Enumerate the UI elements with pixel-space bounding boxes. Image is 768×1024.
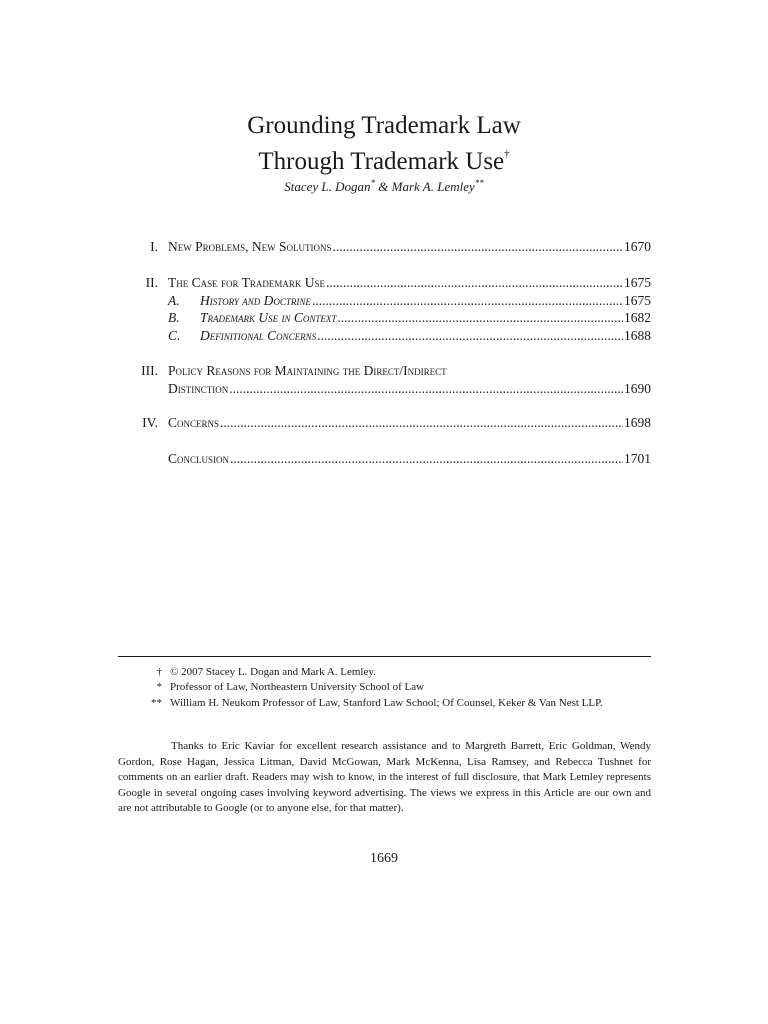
toc-entry-2: [118, 274, 651, 292]
toc-leader: [333, 238, 623, 256]
toc-label: Trademark Use in Context: [200, 310, 337, 325]
toc-number: II.: [145, 275, 158, 290]
author-1-mark: *: [370, 178, 375, 188]
toc-leader: [317, 327, 623, 345]
toc-label: New Problems, New Solutions: [168, 239, 332, 254]
footnote-text: © 2007 Stacey L. Dogan and Mark A. Lemley.: [170, 666, 376, 678]
title-line-1: Grounding Trademark Law: [247, 112, 521, 139]
article-title: [0, 111, 768, 176]
toc-leader: [229, 380, 623, 398]
toc-page: 1675: [624, 293, 651, 308]
footnote-divider: [118, 656, 651, 657]
toc-entry-4: [118, 414, 651, 432]
footnote-text: William H. Neukom Professor of Law, Stanford Law School; Of Counsel, Keker & Van Nest LLP.: [170, 697, 603, 709]
title-line-2: Through Trademark Use: [258, 148, 505, 175]
toc-label: Policy Reasons for Maintaining the Direct/Indirect: [168, 363, 447, 378]
title-footnote-mark: †: [504, 148, 510, 160]
footnote-text: Professor of Law, Northeastern University School of Law: [170, 681, 425, 693]
toc-leader: [326, 274, 623, 292]
footnote-mark: *: [156, 681, 162, 693]
toc-entry-3-cont: [118, 380, 651, 398]
toc-page: 1701: [624, 451, 651, 466]
toc-page: 1698: [624, 415, 651, 430]
toc-page: 1688: [624, 328, 651, 343]
toc-label: Definitional Concerns: [200, 328, 317, 343]
footnote-mark: †: [156, 666, 162, 678]
footnote-mark: **: [151, 697, 162, 709]
toc-leader: [337, 309, 623, 327]
author-separator: &: [375, 179, 392, 194]
toc-entry-3: [118, 362, 651, 380]
toc-page: 1690: [624, 381, 651, 396]
footnote-dagger: [118, 665, 651, 680]
toc-letter: B.: [168, 310, 180, 325]
toc-entry-conclusion: [118, 450, 651, 468]
toc-page: 1675: [624, 275, 651, 290]
toc-label: Distinction: [168, 381, 229, 396]
toc-label: History and Doctrine: [200, 293, 311, 308]
toc-number: I.: [150, 239, 158, 254]
author-2-mark: **: [474, 178, 484, 188]
toc-label: Concerns: [168, 415, 220, 430]
toc-leader: [230, 450, 623, 468]
toc-label: Conclusion: [168, 451, 230, 466]
toc-entry-2b: [118, 309, 651, 327]
acknowledgment-paragraph: Thanks to Eric Kaviar for excellent research assistance and to Margreth Barrett, Eric Goldman, Wendy Gordon, Rose Hagan, Jessica Litman, David McGowan, Mark McKenna, Lisa Ramsey, and Rebecca Tushnet for comments on an earlier draft. Readers may wish to know, in the interest of full disclosure, that Mark Lemley represents Google in several ongoing cases involving keyword advertising. The views we express in this Article are our own and are not attributable to Google (or to anyone else, for that matter).: [118, 740, 651, 814]
page-number: 1669: [370, 851, 398, 866]
footnote-asterisk: [118, 680, 651, 695]
toc-page: 1682: [624, 310, 651, 325]
toc-number: IV.: [142, 415, 158, 430]
toc-entry-1: [118, 238, 651, 256]
toc-leader: [312, 292, 623, 310]
toc-label: The Case for Trademark Use: [168, 275, 326, 290]
toc-entry-2c: [118, 327, 651, 345]
toc-number: III.: [141, 363, 158, 378]
author-1: Stacey L. Dogan: [284, 179, 371, 194]
toc-entry-2a: [118, 292, 651, 310]
toc-letter: A.: [168, 293, 180, 308]
author-2: Mark A. Lemley: [391, 179, 475, 194]
toc-letter: C.: [168, 328, 181, 343]
author-byline: [0, 178, 768, 195]
toc-leader: [220, 414, 623, 432]
footnote-double-asterisk: [118, 696, 651, 711]
toc-page: 1670: [624, 239, 651, 254]
